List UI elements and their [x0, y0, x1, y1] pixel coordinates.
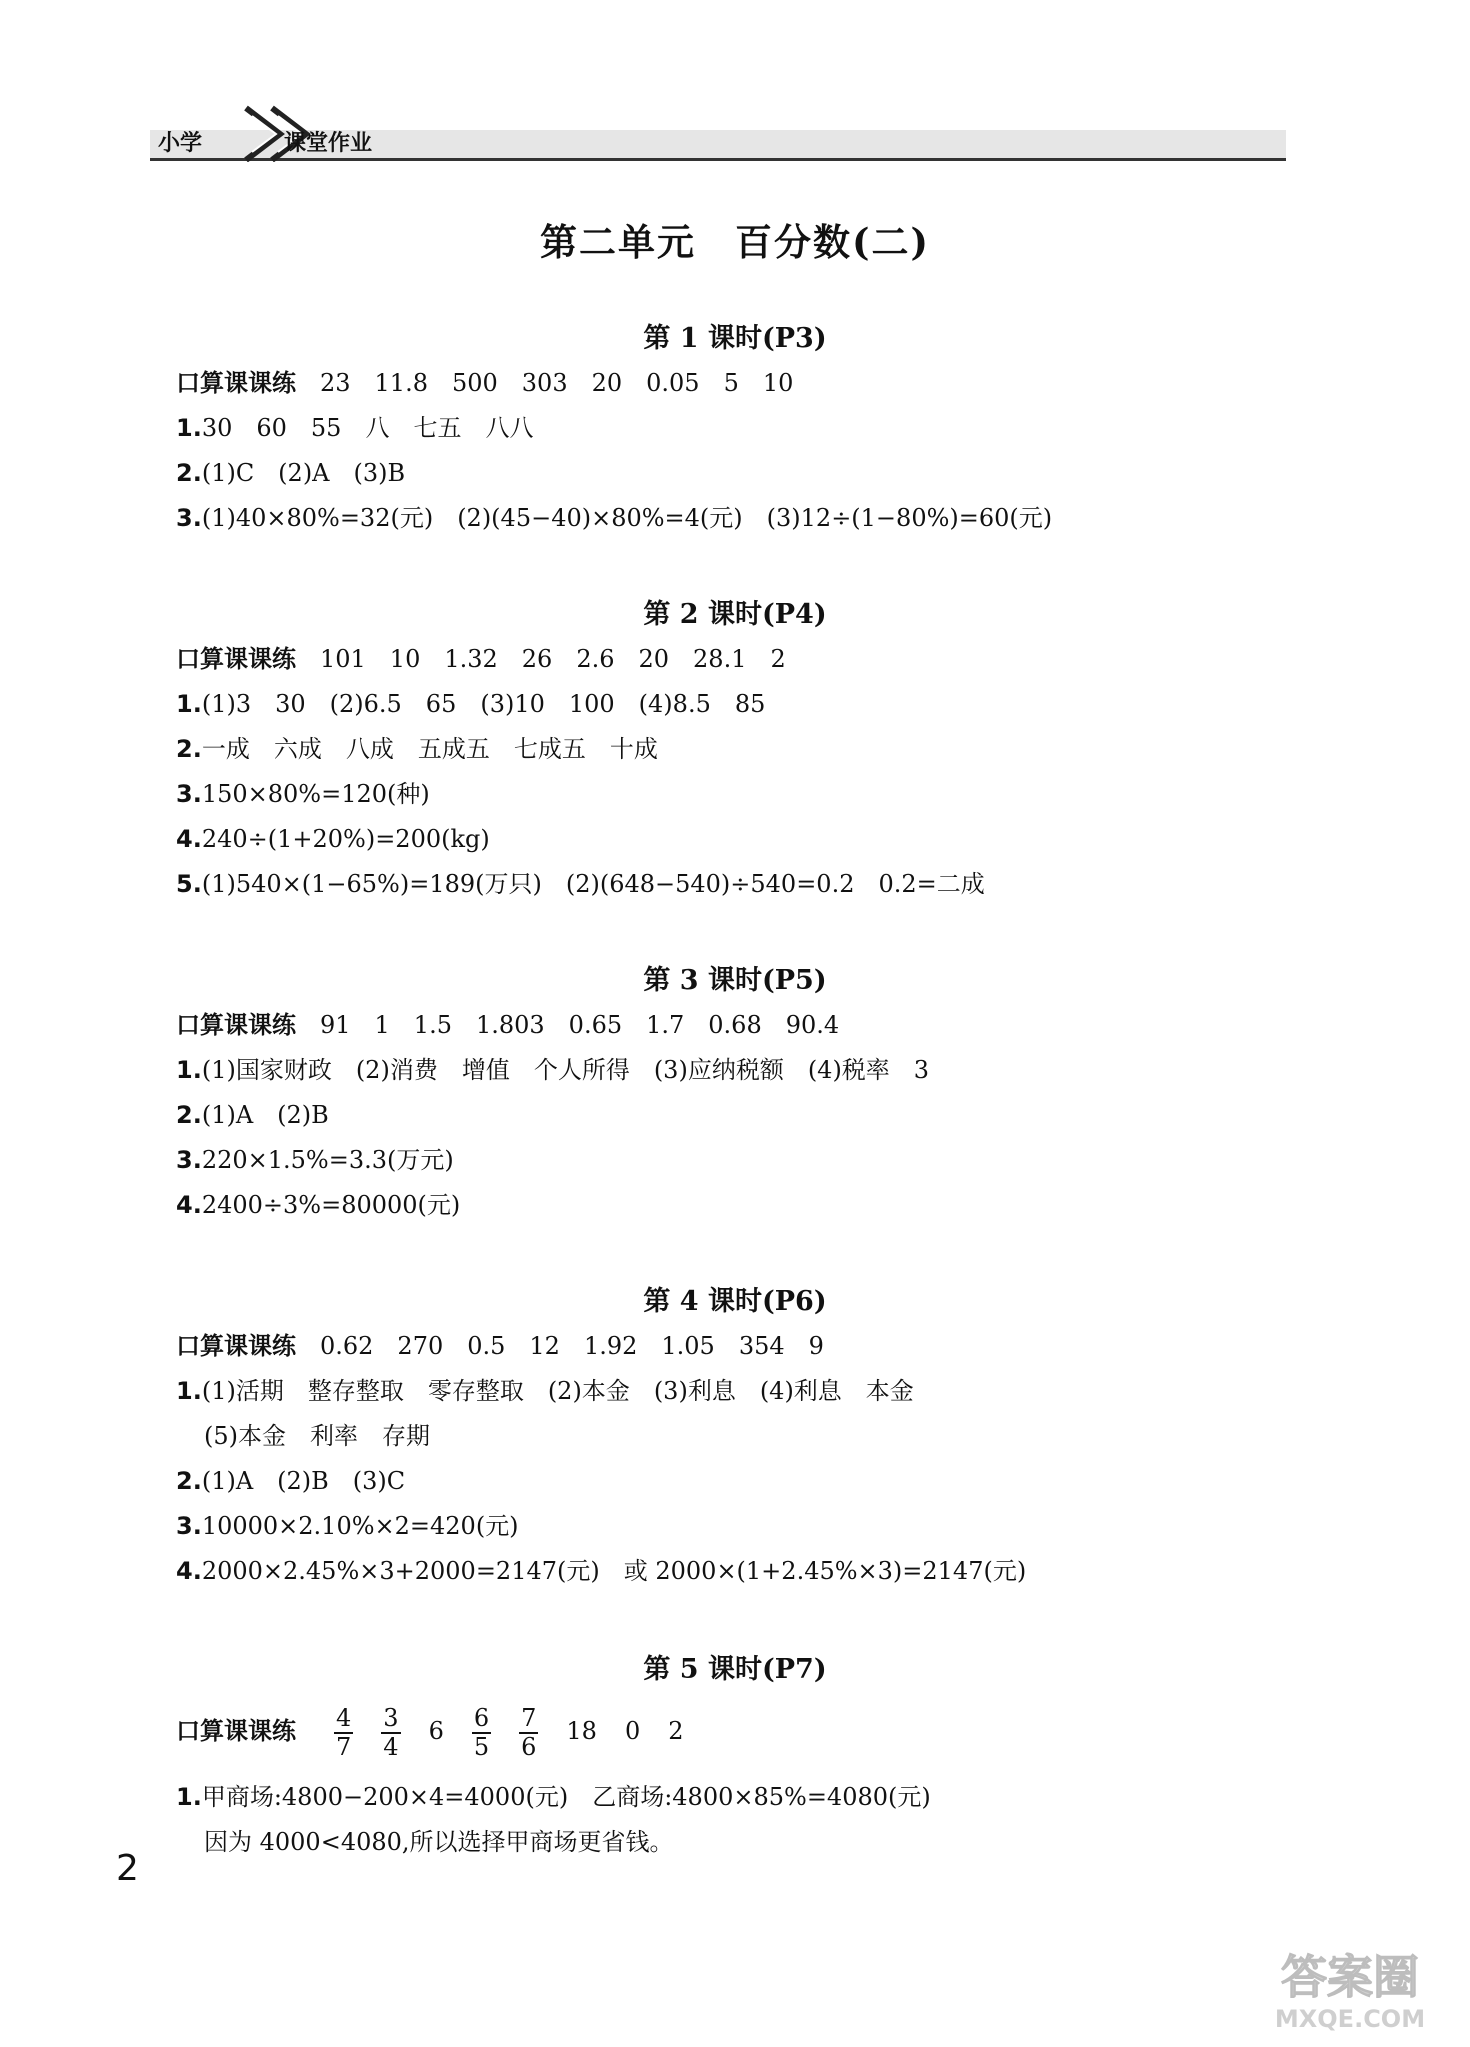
item-number: 1.: [176, 1783, 202, 1811]
answer-line: [176, 455, 405, 491]
item-text: (1)40×80%=32(元) (2)(45−40)×80%=4(元) (3)12÷(1−80%)=60(元): [201, 504, 1053, 532]
item-number: 1.: [176, 414, 202, 442]
mental-math-values: 0.62 270 0.5 12 1.92 1.05 354 9: [320, 1332, 824, 1360]
item-text: 220×1.5%=3.3(万元): [201, 1146, 454, 1174]
mental-math-label: 口算课课练: [176, 1011, 296, 1039]
answer-line: [176, 1463, 405, 1499]
page-header: [150, 98, 1286, 164]
mental-value: 6: [428, 1717, 444, 1745]
item-text: (1)540×(1−65%)=189(万只) (2)(648−540)÷540=0.2 0.2=二成: [201, 870, 985, 898]
watermark-text: 答案圈: [1281, 1950, 1419, 2004]
lesson-heading: 第 2 课时(P4): [643, 599, 827, 630]
item-number: 1.: [176, 690, 202, 718]
item-number: 2.: [176, 459, 202, 487]
answer-line: [176, 731, 658, 767]
mental-math-row: [176, 1007, 839, 1043]
mental-math-label: 口算课课练: [176, 369, 296, 397]
header-left-label: 小学: [158, 131, 203, 156]
denominator: 6: [521, 1732, 537, 1761]
page-number: 2: [116, 1848, 139, 1889]
item-text: (1)C (2)A (3)B: [201, 459, 406, 487]
item-number: 4.: [176, 1557, 202, 1585]
lesson-heading: 第 4 课时(P6): [643, 1286, 827, 1317]
mental-math-row: [176, 1328, 824, 1364]
answer-line: [176, 821, 490, 857]
denominator: 4: [383, 1732, 399, 1761]
answer-line: [176, 1052, 929, 1088]
mental-value: 0: [624, 1717, 641, 1745]
item-number: 4.: [176, 1191, 202, 1219]
item-text: 240÷(1+20%)=200(kg): [201, 825, 490, 853]
mental-math-label: 口算课课练: [176, 1332, 296, 1360]
mental-math-row: [176, 1696, 698, 1766]
item-text: (1)活期 整存整取 零存整取 (2)本金 (3)利息 (4)利息 本金: [201, 1377, 914, 1405]
item-number: 3.: [176, 1512, 202, 1540]
item-text: 150×80%=120(种): [201, 780, 430, 808]
item-number: 5.: [176, 870, 202, 898]
watermark-url: MXQE.COM: [1274, 2005, 1426, 2033]
mental-value: 2: [668, 1717, 684, 1745]
item-text: 甲商场:4800−200×4=4000(元) 乙商场:4800×85%=4080(元): [201, 1783, 931, 1811]
item-number: 2.: [176, 1467, 202, 1495]
fraction: [519, 1705, 538, 1760]
mental-math-values: 101 10 1.32 26 2.6 20 28.1 2: [320, 645, 786, 673]
mental-math-values: 91 1 1.5 1.803 0.65 1.7 0.68 90.4: [320, 1011, 840, 1039]
answer-line-continued: [204, 1418, 430, 1454]
lesson-heading: 第 3 课时(P5): [643, 965, 827, 996]
numerator: 3: [383, 1704, 399, 1733]
numerator: 6: [473, 1704, 490, 1733]
item-text: (1)A (2)B: [201, 1101, 329, 1129]
numerator: 4: [336, 1704, 352, 1733]
mental-math-row: [176, 365, 793, 401]
answer-line-continued: [204, 1824, 674, 1860]
mental-math-label: 口算课课练: [176, 1717, 296, 1745]
item-number: 4.: [176, 825, 202, 853]
item-number: 3.: [176, 1146, 202, 1174]
item-text: (5)本金 利率 存期: [204, 1422, 430, 1450]
item-text: 2400÷3%=80000(元): [201, 1191, 461, 1219]
item-text: 一成 六成 八成 五成五 七成五 十成: [201, 735, 658, 763]
mental-math-row: [176, 641, 786, 677]
item-text: (1)3 30 (2)6.5 65 (3)10 100 (4)8.5 85: [201, 690, 766, 718]
item-text: 因为 4000<4080,所以选择甲商场更省钱。: [204, 1828, 674, 1856]
fraction: [472, 1705, 491, 1760]
answer-line: [176, 1097, 329, 1133]
page-title: 第二单元 百分数(二): [539, 220, 930, 264]
item-text: (1)A (2)B (3)C: [201, 1467, 406, 1495]
denominator: 5: [473, 1732, 490, 1761]
item-number: 3.: [176, 504, 202, 532]
watermark-logo: [1250, 1935, 1450, 2035]
answer-line: [176, 1142, 454, 1178]
mental-value: 18: [566, 1717, 597, 1745]
mental-math-values: 23 11.8 500 303 20 0.05 5 10: [320, 369, 794, 397]
item-text: 30 60 55 八 七五 八八: [201, 414, 534, 442]
item-number: 2.: [176, 1101, 202, 1129]
numerator: 7: [521, 1704, 537, 1733]
answer-line: [176, 1187, 460, 1223]
item-text: 2000×2.45%×3+2000=2147(元) 或 2000×(1+2.45%×3)=2147(元): [201, 1557, 1027, 1585]
fraction: [381, 1705, 400, 1760]
item-text: (1)国家财政 (2)消费 增值 个人所得 (3)应纳税额 (4)税率 3: [201, 1056, 930, 1084]
item-number: 3.: [176, 780, 202, 808]
lesson-heading: 第 1 课时(P3): [643, 323, 827, 354]
answer-line: [176, 866, 985, 902]
answer-line: [176, 776, 430, 812]
answer-line: [176, 686, 765, 722]
denominator: 7: [336, 1732, 352, 1761]
item-text: 10000×2.10%×2=420(元): [201, 1512, 519, 1540]
item-number: 1.: [176, 1056, 202, 1084]
answer-line: [176, 1779, 931, 1815]
answer-line: [176, 1508, 519, 1544]
answer-line: [176, 1373, 914, 1409]
answer-line: [176, 500, 1052, 536]
fraction: [334, 1705, 353, 1760]
item-number: 2.: [176, 735, 202, 763]
lesson-heading: 第 5 课时(P7): [643, 1654, 827, 1685]
item-number: 1.: [176, 1377, 202, 1405]
mental-math-label: 口算课课练: [176, 645, 296, 673]
answer-line: [176, 410, 533, 446]
header-right-label: 课堂作业: [284, 131, 373, 156]
answer-line: [176, 1553, 1026, 1589]
